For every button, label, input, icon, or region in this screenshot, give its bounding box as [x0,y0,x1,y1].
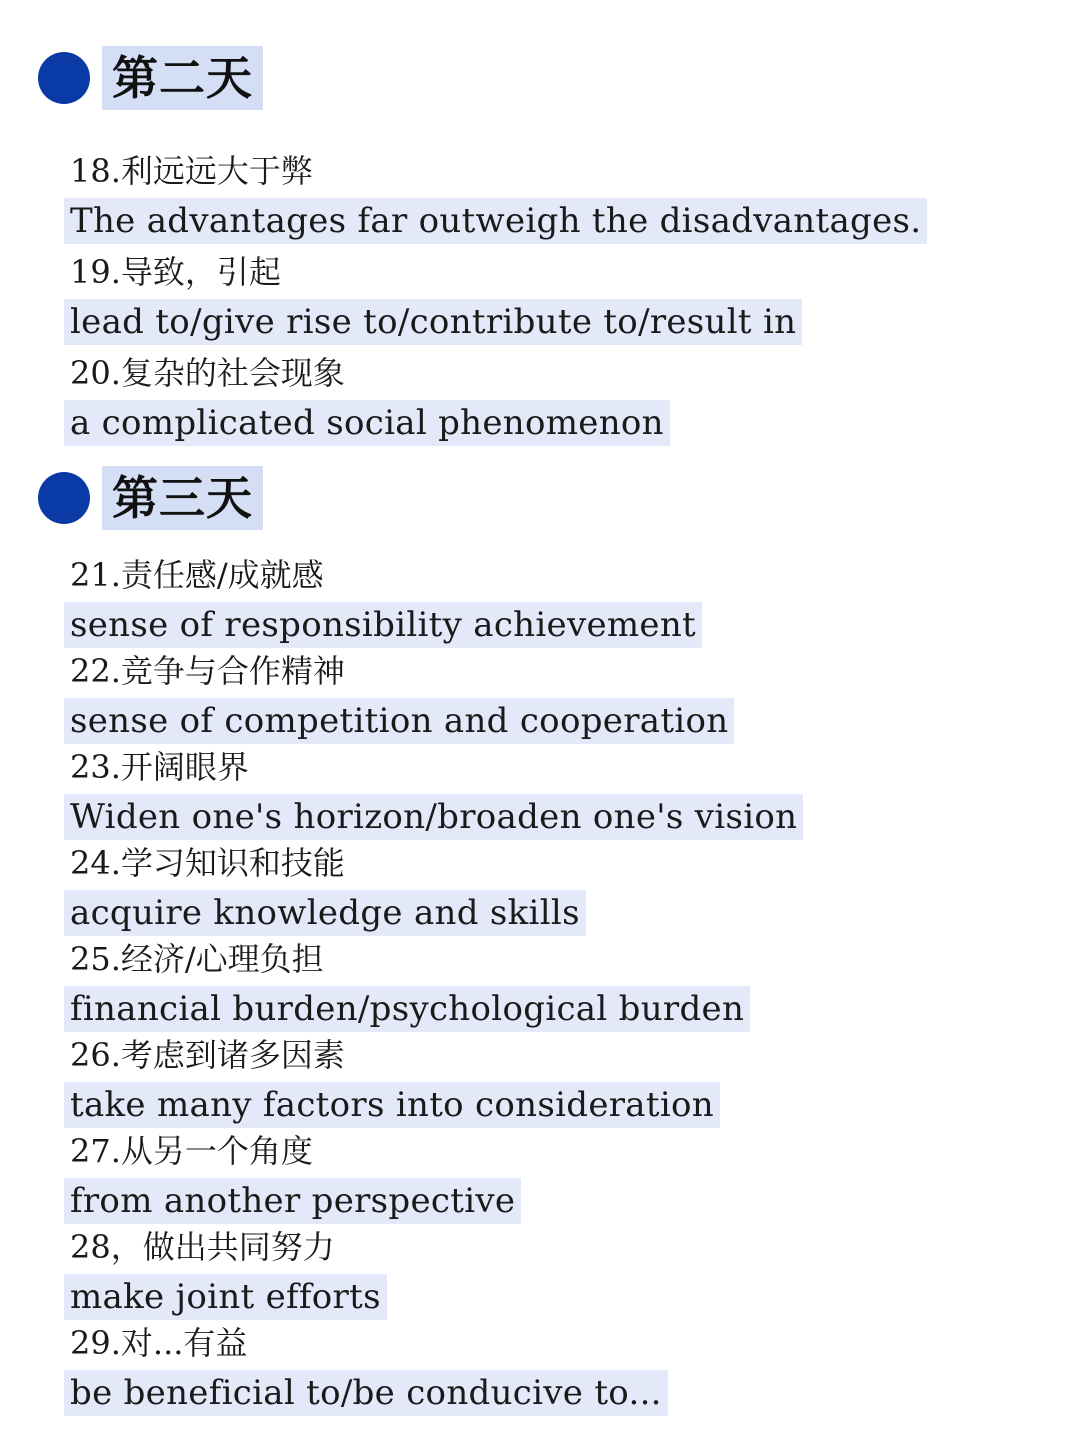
english-phrase: lead to/give rise to/contribute to/result in [64,299,802,345]
chinese-term: 20.复杂的社会现象 [70,354,345,392]
english-phrase: acquire knowledge and skills [64,890,586,936]
english-phrase: sense of responsibility achievement [64,602,702,648]
english-phrase: Widen one's horizon/broaden one's vision [64,794,803,840]
chinese-term: 21.责任感/成就感 [70,556,324,594]
section-title: 第二天 [102,46,263,110]
chinese-term: 28，做出共同努力 [70,1228,335,1266]
chinese-term: 25.经济/心理负担 [70,940,324,978]
list-item [64,646,1024,742]
english-phrase: The advantages far outweigh the disadvantages. [64,198,927,244]
chinese-term: 18.利远远大于弊 [70,152,313,190]
bullet-dot-icon [38,472,90,524]
section-header-day-3 [38,466,263,530]
list-item [64,348,1024,449]
list-item [64,247,1024,348]
english-phrase: take many factors into consideration [64,1082,720,1128]
list-item [64,1318,1024,1414]
chinese-term: 23.开阔眼界 [70,748,249,786]
section-title: 第三天 [102,466,263,530]
entry-list-day-2 [64,146,1024,449]
list-item [64,934,1024,1030]
section-header-day-2 [38,46,263,110]
english-phrase: make joint efforts [64,1274,387,1320]
english-phrase: sense of competition and cooperation [64,698,734,744]
chinese-term: 22.竞争与合作精神 [70,652,345,690]
english-phrase: from another perspective [64,1178,521,1224]
list-item [64,838,1024,934]
chinese-term: 29.对...有益 [70,1324,248,1362]
list-item [64,146,1024,247]
list-item [64,550,1024,646]
entry-list-day-3 [64,550,1024,1414]
english-phrase: financial burden/psychological burden [64,986,750,1032]
english-phrase: be beneficial to/be conducive to... [64,1370,668,1416]
chinese-term: 19.导致，引起 [70,253,281,291]
chinese-term: 27.从另一个角度 [70,1132,313,1170]
list-item [64,1126,1024,1222]
english-phrase: a complicated social phenomenon [64,400,670,446]
list-item [64,1030,1024,1126]
list-item [64,742,1024,838]
chinese-term: 24.学习知识和技能 [70,844,345,882]
list-item [64,1222,1024,1318]
bullet-dot-icon [38,52,90,104]
chinese-term: 26.考虑到诸多因素 [70,1036,345,1074]
